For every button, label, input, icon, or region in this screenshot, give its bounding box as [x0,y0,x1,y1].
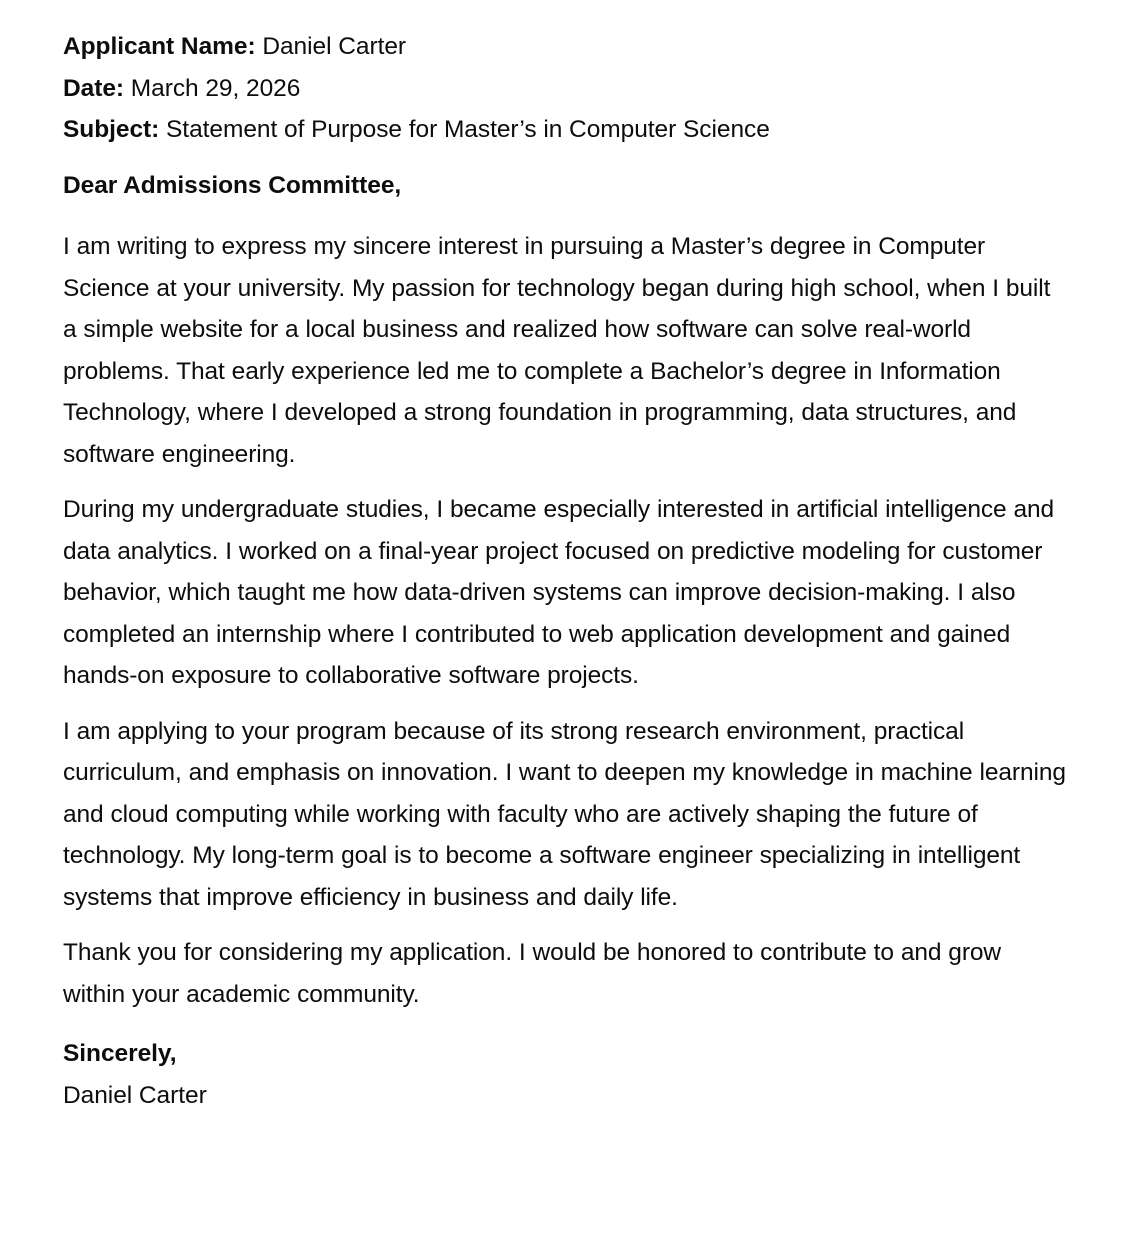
letter-paragraph-4: Thank you for considering my application. I would be honored to contribute to and grow within your academic community. [63,939,1002,1008]
meta-line-subject [63,109,1068,151]
letter-paragraph-1: I am writing to express my sincere interest in pursuing a Master’s degree in Computer Science at your university. My passion for technology began during high school, when I built a simple website for a local business and realized how software can solve real-world problems. That early experience led me to complete a Bachelor’s degree in Information Technology, where I developed a strong foundation in programming, data structures, and software engineering. [63,233,1051,468]
letter-paragraph-3: I am applying to your program because of its strong research environment, practical curriculum, and emphasis on innovation. I want to deepen my knowledge in machine learning and cloud computing while working with faculty who are actively shaping the future of technology. My long-term goal is to become a software engineer specializing in intelligent systems that improve efficiency in business and daily life. [63,717,1066,911]
letter-header-block [63,26,1068,151]
letter-paragraph-2: During my undergraduate studies, I became especially interested in artificial intelligence and data analytics. I worked on a final-year project focused on predictive modeling for customer behavior, which taught me how data-driven systems can improve decision-making. I also completed an internship where I contributed to web application development and gained hands-on exposure to collaborative software projects. [63,496,1055,689]
meta-value-subject: Statement of Purpose for Master’s in Computer Science [166,116,770,143]
signature-name: Daniel Carter [63,1081,207,1109]
meta-label-date: Date: [63,74,125,102]
meta-value-applicant-name: Daniel Carter [262,33,407,60]
meta-label-applicant-name: Applicant Name: [63,33,256,60]
meta-label-subject: Subject: [63,116,160,143]
meta-value-date: March 29, 2026 [130,74,301,102]
letter-body [63,26,1068,1116]
letter-closing-block [63,1033,1068,1116]
meta-line-applicant-name [63,26,1068,68]
letter-salutation: Dear Admissions Committee, [63,171,402,199]
meta-line-date [63,68,1068,110]
closing-salutation: Sincerely, [63,1040,177,1067]
